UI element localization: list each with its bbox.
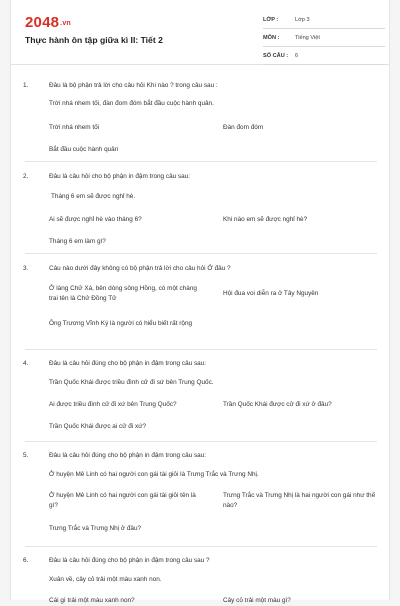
answer-option[interactable]: Ở huyện Mê Linh có hai người con gái tài giỏi tên là gì?: [49, 492, 196, 509]
logo-sub: .vn: [60, 19, 71, 27]
question-sentence: Ở huyện Mê Linh có hai người con gái tài giỏi là Trưng Trắc và Trưng Nhị.: [49, 471, 259, 478]
question-text: Đâu là câu hỏi cho bộ phận in đậm trong câu sau:: [49, 173, 191, 180]
meta-value: Lớp 3: [295, 17, 310, 23]
question-divider: [25, 161, 377, 162]
meta-info: [263, 12, 385, 66]
question-number: 5.: [23, 452, 29, 459]
answer-option[interactable]: Hội đua voi diễn ra ở Tây Nguyên: [223, 290, 319, 297]
question-text: Đâu là câu hỏi đúng cho bộ phận in đậm trong câu sau ?: [49, 557, 210, 564]
question-text: Câu nào dưới đây không có bộ phận trả lời cho câu hỏi Ở đâu ?: [49, 265, 231, 272]
answer-option[interactable]: Ai được triều đình cử đi xứ bên Trung Quốc?: [49, 401, 177, 408]
answer-option[interactable]: Trưng Trắc và Trưng Nhị ở đâu?: [49, 525, 142, 532]
meta-row-class: [263, 12, 385, 29]
answer-option[interactable]: Tháng 6 em làm gì?: [49, 238, 106, 245]
answer-option[interactable]: Ai sẽ được nghỉ hè vào tháng 6?: [49, 216, 142, 223]
meta-value: Tiếng Việt: [295, 35, 320, 41]
question-number: 3.: [23, 265, 29, 272]
answer-option[interactable]: Trưng Trắc và Trưng Nhị là hai người con gái như thế nào?: [223, 492, 376, 509]
answer-option[interactable]: Ở làng Chử Xá, bên dòng sông Hồng, có một chàng trai tên là Chử Đồng Tử: [49, 285, 197, 302]
answer-option[interactable]: Bắt đầu cuộc hành quân: [49, 146, 119, 153]
question-sentence: Tháng 6 em sẽ được nghỉ hè.: [51, 193, 136, 200]
question-divider: [25, 253, 377, 254]
meta-value: 6: [295, 53, 299, 59]
meta-row-subject: [263, 30, 385, 47]
answer-option[interactable]: Trần Quốc Khái được ai cử đi xứ?: [49, 423, 147, 430]
question-sentence: Trời nhá nhem tối, đàn đom đóm bắt đầu cuộc hành quân.: [49, 100, 214, 107]
question-divider: [25, 546, 377, 547]
question-number: 4.: [23, 360, 29, 367]
answer-option[interactable]: Đàn đom đóm: [223, 124, 264, 131]
question-sentence: Xuân về, cây cỏ trải một màu xanh non.: [49, 576, 162, 583]
meta-label: LỚP :: [263, 17, 279, 23]
question-number: 2.: [23, 173, 29, 180]
meta-row-count: [263, 48, 385, 65]
worksheet-header: [11, 0, 389, 65]
page-title: Thực hành ôn tập giữa kì II: Tiết 2: [25, 35, 163, 45]
question-divider: [25, 441, 377, 442]
answer-option[interactable]: Trời nhá nhem tối: [49, 124, 100, 131]
meta-label: SỐ CÂU :: [263, 53, 289, 59]
question-divider: [25, 349, 377, 350]
question-sentence: Trần Quốc Khái được triều đình cử đi sứ bên Trung Quốc.: [49, 379, 214, 386]
answer-option[interactable]: Cây cỏ trải một màu gì?: [223, 597, 291, 604]
question-number: 1.: [23, 82, 29, 89]
worksheet-page: [10, 0, 390, 604]
logo-main: 2048: [25, 14, 60, 31]
answer-option[interactable]: Ông Trương Vĩnh Ký là người có hiểu biết rất rộng: [49, 320, 193, 327]
answer-option[interactable]: Trần Quốc Khái được cử đi xứ ở đâu?: [223, 401, 332, 408]
meta-label: MÔN :: [263, 35, 280, 41]
question-text: Đâu là câu hỏi đúng cho bộ phận in đậm trong câu sau:: [49, 452, 207, 459]
answer-option[interactable]: Cái gì trải một màu xanh non?: [49, 597, 135, 604]
question-text: Đâu là câu hỏi đúng cho bộ phận in đậm trong câu sau:: [49, 360, 207, 367]
answer-option[interactable]: Khi nào em sẽ được nghỉ hè?: [223, 216, 308, 223]
question-text: Đâu là bộ phận trả lời cho câu hỏi Khi nào ? trong câu sau :: [49, 82, 218, 89]
site-logo[interactable]: [25, 14, 71, 31]
question-number: 6.: [23, 557, 29, 564]
